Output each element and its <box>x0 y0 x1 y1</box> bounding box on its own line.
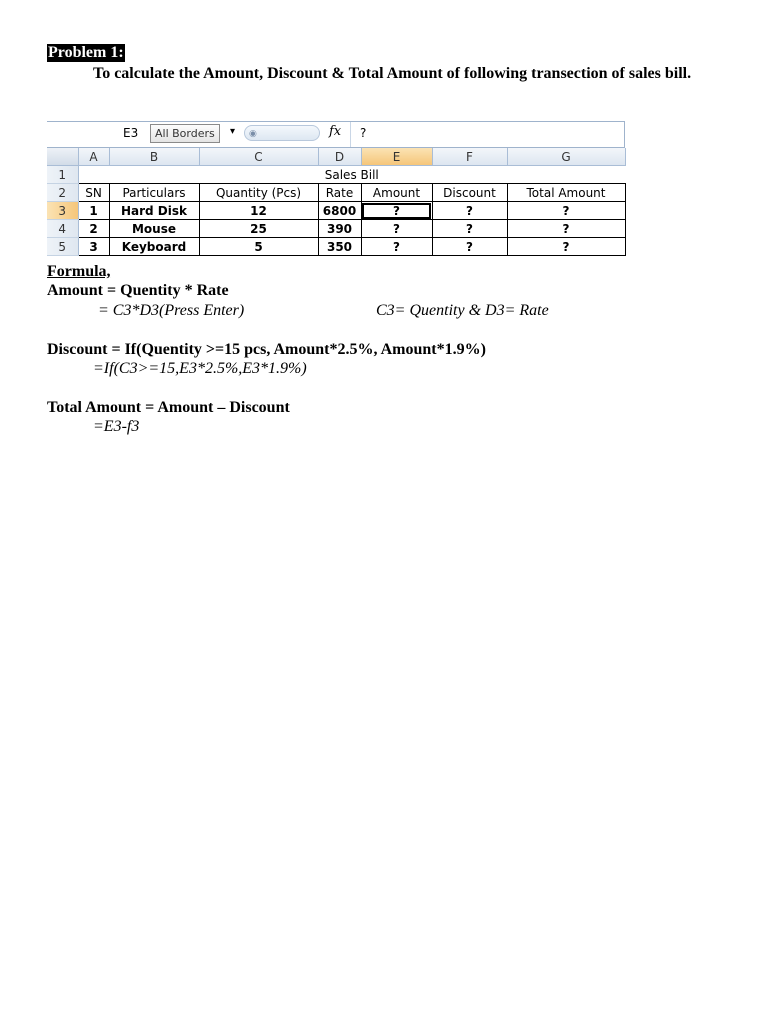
table-cell[interactable]: Mouse <box>109 220 199 238</box>
table-row <box>47 166 625 184</box>
table-cell[interactable]: 5 <box>199 238 318 256</box>
row-header[interactable]: 2 <box>47 184 78 202</box>
row-header-selected[interactable]: 3 <box>47 202 78 220</box>
column-header[interactable]: F <box>432 148 507 166</box>
expand-icon[interactable]: ◉ <box>244 125 320 141</box>
header-cell[interactable]: Rate <box>318 184 361 202</box>
formula-heading: Formula, <box>47 263 111 280</box>
column-header-selected[interactable]: E <box>361 148 432 166</box>
formula-bar <box>47 121 625 148</box>
column-header[interactable]: C <box>199 148 318 166</box>
table-cell[interactable]: 25 <box>199 220 318 238</box>
all-borders-tooltip: All Borders <box>150 124 220 143</box>
header-cell[interactable]: Discount <box>432 184 507 202</box>
table-cell[interactable]: ? <box>507 238 625 256</box>
table-cell[interactable]: 3 <box>78 238 109 256</box>
formula-input[interactable]: ? <box>360 126 367 140</box>
header-cell[interactable]: Particulars <box>109 184 199 202</box>
table-row <box>47 238 625 256</box>
table-row <box>47 220 625 238</box>
table-row <box>47 202 625 220</box>
table-cell[interactable]: 6800 <box>318 202 361 220</box>
discount-rule: Discount = If(Quentity >=15 pcs, Amount*2.5%, Amount*1.9%) <box>47 341 486 358</box>
table-cell[interactable]: ? <box>507 202 625 220</box>
table-cell[interactable]: 350 <box>318 238 361 256</box>
formula-separator <box>350 122 351 147</box>
discount-expression: =If(C3>=15,E3*2.5%,E3*1.9%) <box>93 360 307 377</box>
column-header[interactable]: A <box>78 148 109 166</box>
sheet-grid <box>47 148 626 256</box>
row-header[interactable]: 1 <box>47 166 78 184</box>
table-cell[interactable]: 1 <box>78 202 109 220</box>
chevron-down-icon[interactable]: ▾ <box>230 126 236 137</box>
table-cell[interactable]: ? <box>432 202 507 220</box>
select-all-corner[interactable] <box>47 148 78 166</box>
column-header-row <box>47 148 625 166</box>
active-cell[interactable]: ? <box>361 202 432 220</box>
table-cell[interactable]: 390 <box>318 220 361 238</box>
row-header[interactable]: 5 <box>47 238 78 256</box>
function-icon[interactable]: fx <box>329 124 342 139</box>
header-cell[interactable]: Total Amount <box>507 184 625 202</box>
header-cell[interactable]: SN <box>78 184 109 202</box>
table-cell[interactable]: ? <box>432 220 507 238</box>
problem-description: To calculate the Amount, Discount & Total Amount of following transection of sales bill. <box>93 65 692 82</box>
column-header[interactable]: G <box>507 148 625 166</box>
sheet-title[interactable]: Sales Bill <box>78 166 625 184</box>
column-header[interactable]: B <box>109 148 199 166</box>
amount-rule: Amount = Quentity * Rate <box>47 282 229 299</box>
name-box[interactable]: E3 <box>123 126 139 140</box>
table-cell[interactable]: 2 <box>78 220 109 238</box>
column-header[interactable]: D <box>318 148 361 166</box>
table-cell[interactable]: 12 <box>199 202 318 220</box>
row-header[interactable]: 4 <box>47 220 78 238</box>
table-header-row <box>47 184 625 202</box>
table-cell[interactable]: ? <box>361 220 432 238</box>
spreadsheet-screenshot <box>47 121 625 256</box>
table-cell[interactable]: Hard Disk <box>109 202 199 220</box>
header-cell[interactable]: Quantity (Pcs) <box>199 184 318 202</box>
table-cell[interactable]: Keyboard <box>109 238 199 256</box>
amount-expression: = C3*D3(Press Enter) <box>98 302 245 319</box>
problem-title: Problem 1: <box>48 44 124 61</box>
table-cell[interactable]: ? <box>507 220 625 238</box>
total-expression: =E3-f3 <box>93 418 140 435</box>
amount-note: C3= Quentity & D3= Rate <box>376 302 549 319</box>
table-cell[interactable]: ? <box>432 238 507 256</box>
total-rule: Total Amount = Amount – Discount <box>47 399 290 416</box>
header-cell[interactable]: Amount <box>361 184 432 202</box>
table-cell[interactable]: ? <box>361 238 432 256</box>
